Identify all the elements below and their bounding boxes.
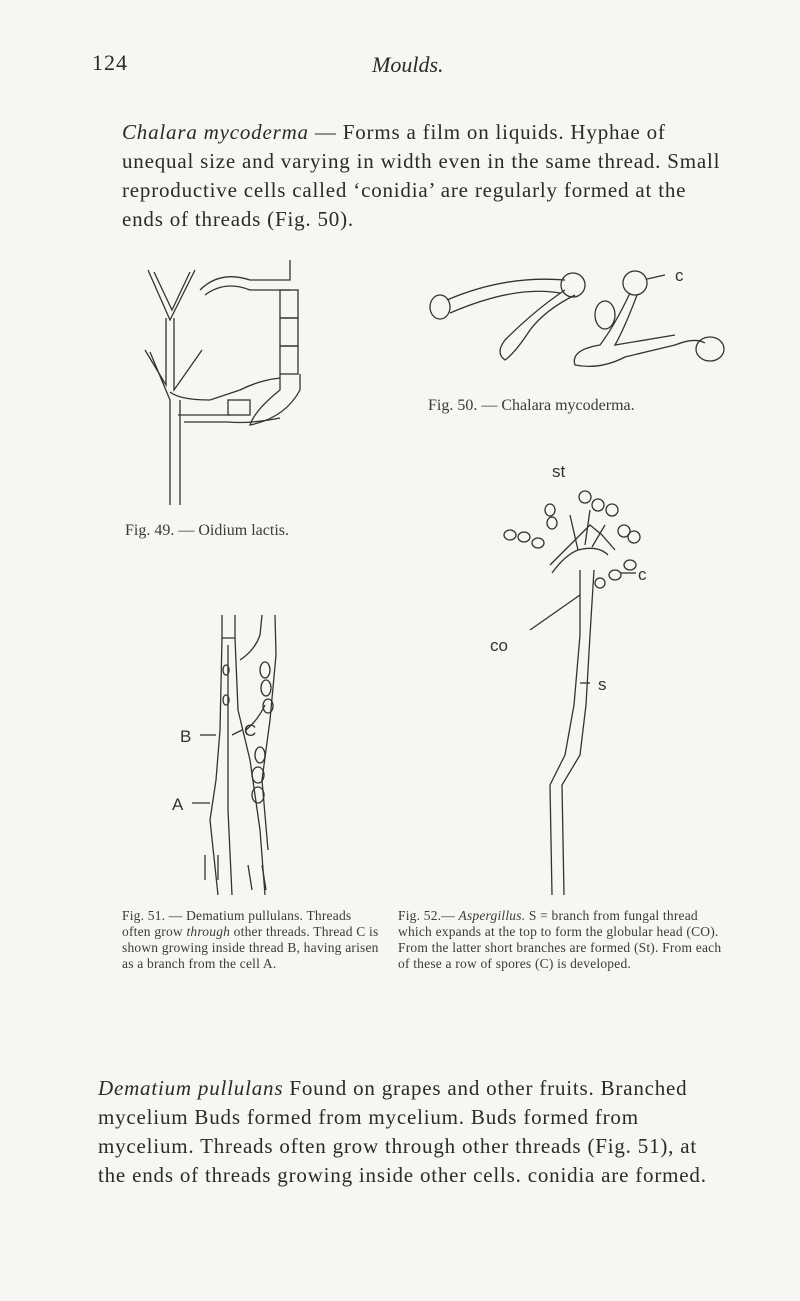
fig52-caption-lead: Fig. 52.— xyxy=(398,908,459,923)
fig49-caption: Fig. 49. — Oidium lactis. xyxy=(125,522,289,539)
paragraph-chalara xyxy=(122,118,722,234)
fig52-label-st: st xyxy=(552,462,566,481)
fig50-caption: Fig. 50. — Chalara mycoderma. xyxy=(428,397,635,414)
running-head: Moulds. xyxy=(372,52,444,77)
fig52-caption xyxy=(398,908,724,972)
fig51-drawing xyxy=(172,610,320,895)
genus-name: Dematium pullulans xyxy=(98,1076,284,1100)
fig50-drawing xyxy=(425,265,725,385)
fig51-caption-text2: other threads. Thread C is shown growing inside thread B, having arisen as a branch from the cell A. xyxy=(122,924,379,971)
fig51-caption xyxy=(122,908,380,972)
paragraph-text: Forms a film on liquids. Hyphae of unequal size and varying in width even in the same thread. Small reproductive cells called ‘conidia’ are regularly formed at the ends of threads (Fig. 50). xyxy=(122,120,721,231)
fig51-caption-text1: Threads often grow xyxy=(122,908,352,939)
fig51-label-a: A xyxy=(172,795,184,814)
fig52-drawing xyxy=(490,455,680,900)
fig52-caption-text: S = branch from fungal thread which expands at the top to form the globular head (CO). From the latter short branches are formed (St). From each of these a row of spores (C) is developed. xyxy=(398,908,722,971)
fig49-drawing xyxy=(140,250,330,520)
fig51-label-c: C xyxy=(244,721,257,740)
fig52-label-c: c xyxy=(638,565,647,584)
fig51-label-b: B xyxy=(180,727,192,746)
paragraph-dematium xyxy=(98,1074,723,1190)
dash: — xyxy=(308,120,343,144)
fig52-caption-italic: Aspergillus. xyxy=(458,908,526,923)
fig52-label-s: s xyxy=(598,675,607,694)
genus-name: Chalara mycoderma xyxy=(122,120,309,144)
fig51-caption-lead: Fig. 51. — Dematium pullulans. xyxy=(122,908,304,923)
paragraph-text: Found on grapes and other fruits. Branched mycelium Buds formed from mycelium. Buds formed from mycelium. Threads often grow through other threads (Fig. 51), at the ends of threads growing inside other cells. conidia are formed. xyxy=(98,1076,707,1187)
fig51-caption-italic: through xyxy=(186,924,231,939)
page-number: 124 xyxy=(92,50,128,75)
fig52-label-co: co xyxy=(490,636,508,655)
fig50-label-c: c xyxy=(675,266,684,285)
